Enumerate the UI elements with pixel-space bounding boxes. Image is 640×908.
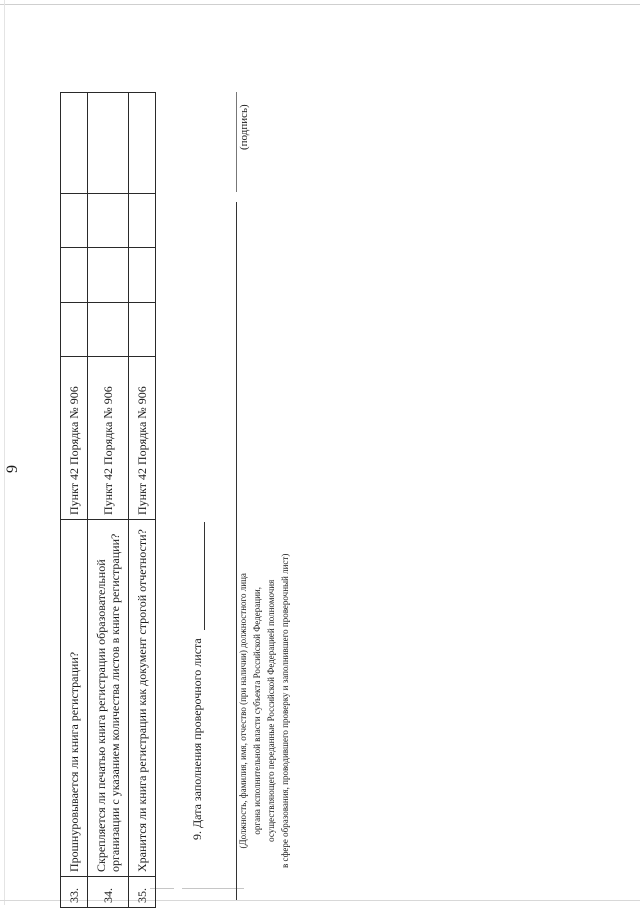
- fill-date-line: [204, 522, 205, 630]
- row-number: 34.: [88, 877, 129, 908]
- fill-date-label: 9. Дата заполнения проверочного листа: [190, 638, 204, 840]
- reference-cell: Пункт 42 Порядка № 906: [88, 357, 129, 520]
- signature-line: [236, 92, 237, 192]
- official-caption: [236, 554, 292, 868]
- table-row: [61, 93, 88, 908]
- answer-cell: [129, 248, 156, 302]
- answer-cell: [88, 194, 129, 248]
- caption-line: осуществляющего переданные Российской Федерацией полномочия: [266, 579, 276, 842]
- answer-cell: [129, 302, 156, 356]
- question-line: Скрепляется ли печатью книга регистрации образовательной: [94, 559, 108, 872]
- page-number: 9: [4, 465, 21, 473]
- answer-cell: [88, 302, 129, 356]
- answer-cell: [61, 248, 88, 302]
- caption-line: органа исполнительной власти субъекта Российской Федерации,: [252, 587, 262, 835]
- answer-cell: [61, 194, 88, 248]
- table-row: [129, 93, 156, 908]
- caption-line: в сфере образования, проводившего проверку и заполнившего проверочный лист): [280, 553, 290, 868]
- comment-cell: [129, 93, 156, 194]
- comment-cell: [61, 93, 88, 194]
- question-cell: Прошнуровывается ли книга регистрации?: [61, 520, 88, 877]
- question-cell: [88, 520, 129, 877]
- caption-line: (Должность, фамилия, имя, отчество (при наличии) должностного лица: [238, 573, 248, 849]
- answer-cell: [88, 248, 129, 302]
- table-row: [88, 93, 129, 908]
- page-edge-top: [0, 4, 640, 5]
- rotated-page-content: [0, 28, 300, 908]
- signature-label: (подпись): [238, 104, 250, 150]
- comment-cell: [88, 93, 129, 194]
- reference-cell: Пункт 42 Порядка № 906: [129, 357, 156, 520]
- question-cell: Хранится ли книга регистрации как документ строгой отчетности?: [129, 520, 156, 877]
- row-number: 35.: [129, 877, 156, 908]
- row-number: 33.: [61, 877, 88, 908]
- answer-cell: [61, 302, 88, 356]
- reference-cell: Пункт 42 Порядка № 906: [61, 357, 88, 520]
- checklist-table: [60, 92, 156, 908]
- question-line: организации с указанием количества листов в книге регистрации?: [108, 533, 122, 872]
- answer-cell: [129, 194, 156, 248]
